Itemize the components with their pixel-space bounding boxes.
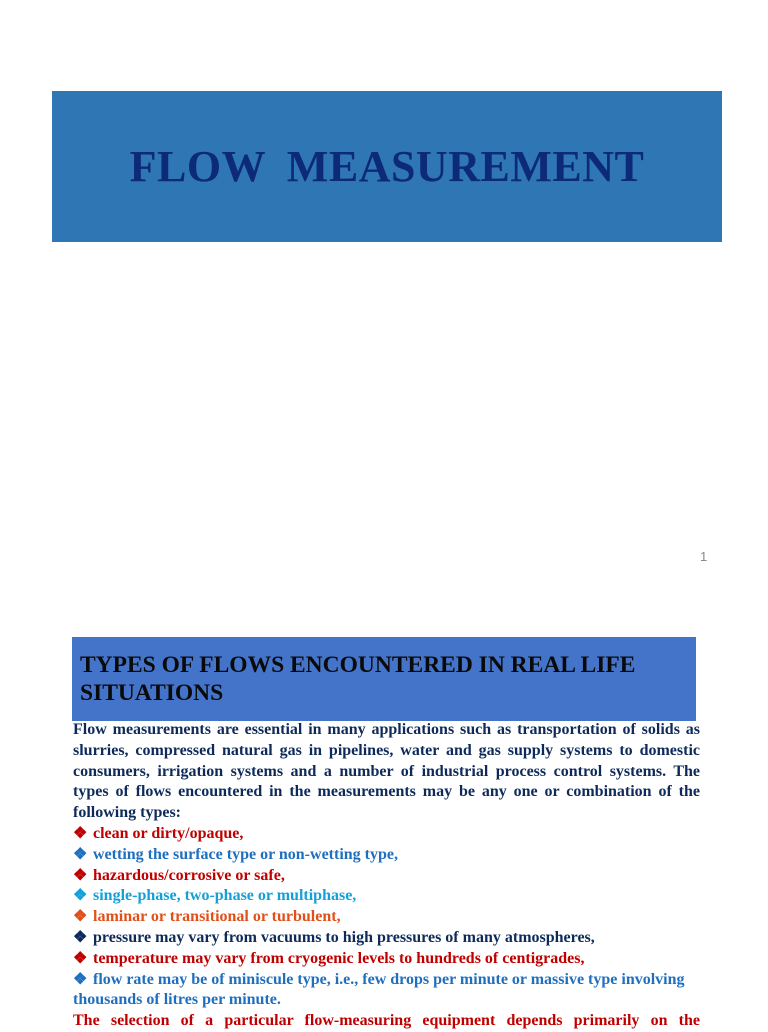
content-body [73,720,700,1032]
list-item [73,886,700,907]
diamond-bullet-icon: ❖ [73,866,88,884]
slide-title: FLOW MEASUREMENT [129,142,645,191]
list-item-text: laminar or transitional or turbulent, [93,908,341,926]
list-item [73,907,700,928]
section-title: TYPES OF FLOWS ENCOUNTERED IN REAL LIFE SITUATIONS [80,652,636,706]
slide-number: 1 [700,549,708,564]
list-item [73,928,700,949]
list-item-text: wetting the surface type or non-wetting type, [93,845,398,863]
closing-paragraph: The selection of a particular flow-measuring equipment depends primarily on the [73,1012,700,1030]
list-item [73,949,700,970]
list-item-text: temperature may vary from cryogenic levels to hundreds of centigrades, [93,949,585,967]
list-item-text: flow rate may be of miniscule type, i.e., few drops per minute or massive type involving thousands of litres per minute. [73,970,685,1009]
list-item-text: hazardous/corrosive or safe, [93,866,285,884]
title-banner [52,91,722,242]
diamond-bullet-icon: ❖ [73,887,88,905]
list-item-text: pressure may vary from vacuums to high pressures of many atmospheres, [93,928,595,946]
section-header [72,637,696,721]
diamond-bullet-icon: ❖ [73,824,88,842]
flow-types-list [73,824,700,1011]
list-item-text: clean or dirty/opaque, [93,824,244,842]
intro-paragraph: Flow measurements are essential in many applications such as transportation of solids as slurries, compressed natural gas in pipelines, water and gas supply systems to domestic consumers, irrigation systems and a number of industrial process control systems. The types of flows encountered in the measurements may be any one or combination of the following types: [73,721,700,822]
diamond-bullet-icon: ❖ [73,845,88,863]
diamond-bullet-icon: ❖ [73,949,88,967]
list-item-text: single-phase, two-phase or multiphase, [93,887,357,905]
diamond-bullet-icon: ❖ [73,970,88,988]
list-item [73,845,700,866]
diamond-bullet-icon: ❖ [73,908,88,926]
list-item [73,866,700,887]
diamond-bullet-icon: ❖ [73,928,88,946]
list-item [73,824,700,845]
list-item [73,970,700,1012]
